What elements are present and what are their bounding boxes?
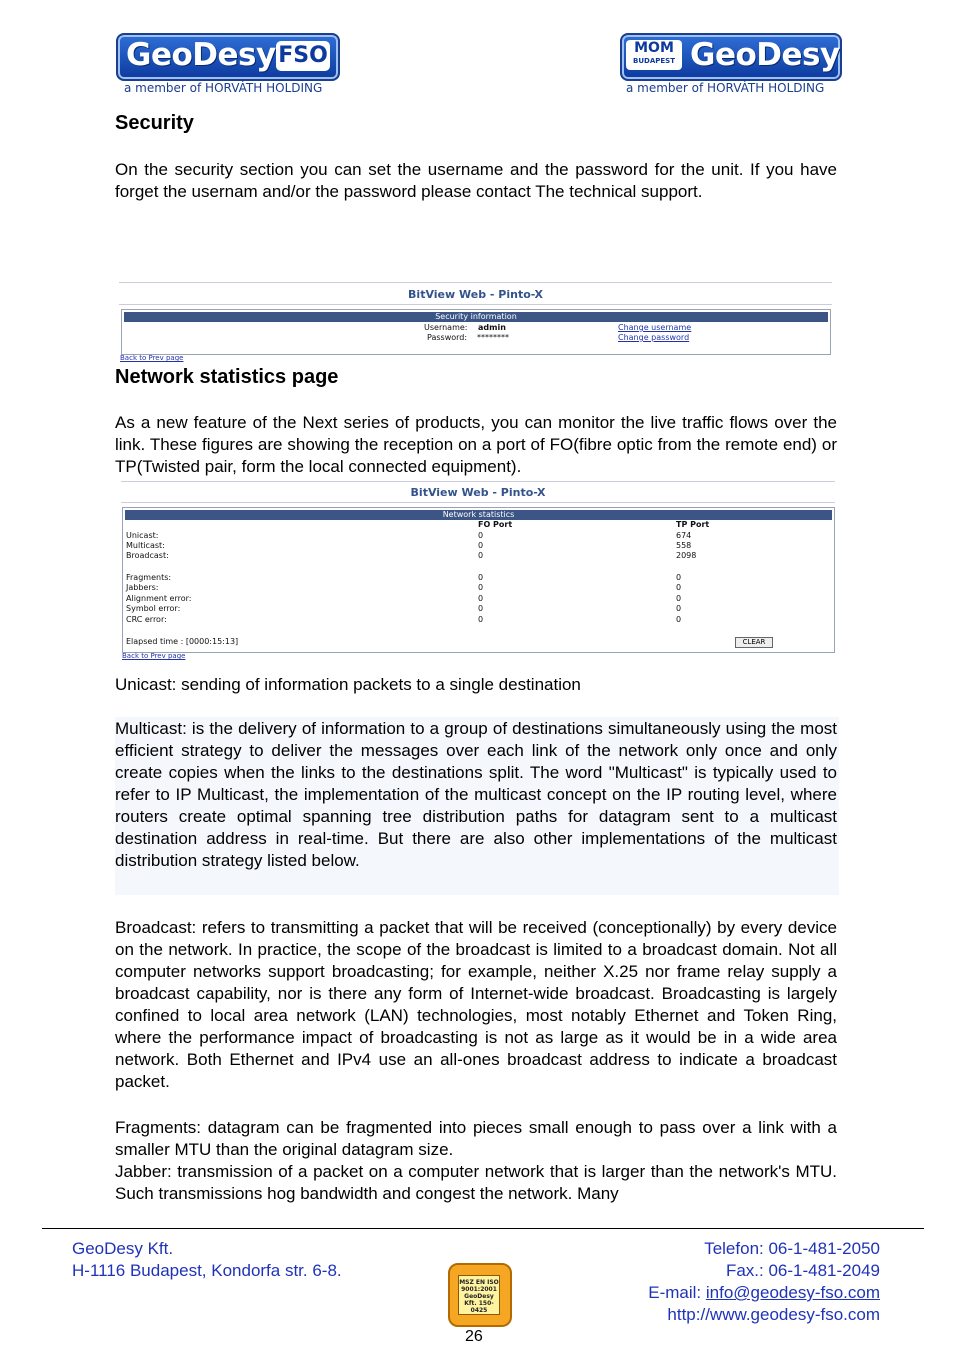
stat-tp-value: 2098 [676, 551, 697, 560]
footer-web[interactable]: http://www.geodesy-fso.com [667, 1305, 880, 1324]
multicast-paragraph: Multicast: is the delivery of information to a group of destinations simultaneously using the most efficient strategy to deliver the messages over each link of the network only once and only create copies when the links to the destinations split. The word "Multicast" is typically used to refer to IP Multicast, the implementation of the multicast concept on the IP routing level, where routers create optimal spanning tree distribution paths for datagram sent to a multicast destination address in real-time. But there are also other implementations of the multicast distribution strategy listed below. [115, 719, 837, 870]
clear-button[interactable]: CLEAR [735, 637, 773, 648]
footer-divider [42, 1228, 924, 1229]
mom-geodesy-logo [620, 33, 844, 97]
network-panel [122, 507, 835, 653]
stat-fo-value: 0 [478, 551, 484, 560]
security-heading: Security [115, 112, 194, 134]
stat-fo-value: 0 [478, 594, 484, 603]
stat-fo-value: 0 [478, 541, 484, 550]
stat-fo-value: 0 [478, 531, 484, 540]
footer-email-label: E-mail: [648, 1283, 706, 1302]
stat-label: Symbol error: [126, 604, 181, 613]
security-text: On the security section you can set the username and the password for the unit. If you have forget the usernam and/or the password please contact The technical support. [115, 160, 837, 201]
username-value: admin [478, 323, 506, 332]
stat-label: Alignment error: [126, 594, 192, 603]
stat-tp-value: 0 [676, 594, 682, 603]
security-shot-title: BitView Web - Pinto-X [408, 288, 543, 301]
network-heading: Network statistics page [115, 366, 339, 388]
stat-tp-value: 558 [676, 541, 692, 550]
footer-address: H-1116 Budapest, Kondorfa str. 6-8. [72, 1261, 342, 1280]
stat-tp-value: 0 [676, 604, 682, 613]
change-password-link[interactable]: Change password [618, 333, 690, 342]
security-back-link[interactable]: Back to Prev page [120, 354, 184, 362]
password-value: ******** [477, 333, 509, 342]
stat-tp-value: 0 [676, 573, 682, 582]
logo-left-brand: GeoDesy [126, 37, 276, 73]
stat-fo-value: 0 [478, 583, 484, 592]
page-number: 26 [465, 1328, 483, 1345]
unicast-paragraph: Unicast: sending of information packets to a single destination [115, 675, 581, 694]
network-shot-title: BitView Web - Pinto-X [410, 486, 546, 499]
network-text: As a new feature of the Next series of products, you can monitor the live traffic flows over the link. These figures are showing the reception on a port of FO(fibre optic from the remote end) or TP(Twisted pair, form the local connected equipment). [115, 413, 837, 476]
stat-label: Unicast: [126, 531, 159, 540]
stat-fo-value: 0 [478, 615, 484, 624]
network-panel-header: Network statistics [125, 510, 832, 520]
username-label: Username: [424, 323, 468, 332]
jabber-paragraph: Jabber: transmission of a packet on a computer network that is larger than the network's MTU. Such transmissions hog bandwidth and congest the network. Many [115, 1162, 837, 1203]
stat-tp-value: 0 [676, 615, 682, 624]
mom-badge: MOM BUDAPEST [626, 40, 682, 70]
fragments-paragraph: Fragments: datagram can be fragmented into pieces small enough to pass over a link with a smaller MTU than the original datagram size. [115, 1118, 837, 1159]
network-screenshot [121, 481, 835, 662]
security-panel [121, 309, 831, 355]
geodesy-fso-logo [116, 33, 342, 97]
stat-tp-value: 0 [676, 583, 682, 592]
logo-left-fso: FSO [276, 41, 330, 71]
logo-left-member: a member of HORVÁTH HOLDING [124, 81, 323, 95]
footer-email-link[interactable]: info@geodesy-fso.com [705, 1283, 880, 1302]
security-screenshot [119, 282, 832, 364]
stat-label: CRC error: [126, 615, 167, 624]
change-username-link[interactable]: Change username [618, 323, 692, 332]
footer-company: GeoDesy Kft. [72, 1239, 174, 1258]
footer-fax: Fax.: 06-1-481-2049 [725, 1261, 880, 1280]
security-panel-header: Security information [124, 312, 828, 322]
logo-right-brand: GeoDesy [690, 37, 840, 73]
stat-fo-value: 0 [478, 573, 484, 582]
logo-right-member: a member of HORVÁTH HOLDING [626, 81, 825, 95]
stat-label: Jabbers: [126, 583, 159, 592]
iso-certificate-seal [448, 1263, 512, 1327]
tp-port-header: TP Port [676, 520, 710, 529]
broadcast-paragraph: Broadcast: refers to transmitting a packet that will be received (conceptionally) by every device on the network. In practice, the scope of the broadcast is limited to a broadcast domain. Not all computer networks support broadcasting; for example, neither X.25 nor frame relay supply a broadcast capability, nor is there any form of Internet-wide broadcast. Broadcasting is largely confined to local area network (LAN) technologies, most notably Ethernet and Token Ring, where the performance impact of broadcasting is not as large as it would be in a wide area network. Both Ethernet and IPv4 use an all-ones broadcast address to indicate a broadcast packet. [115, 918, 837, 1091]
seal-text: MSZ EN ISO 9001:2001 GeoDesy Kft. 150-0425 [458, 1275, 500, 1315]
footer-phone: Telefon: 06-1-481-2050 [704, 1239, 880, 1258]
stat-label: Broadcast: [126, 551, 169, 560]
stat-label: Fragments: [126, 573, 172, 582]
network-back-link[interactable]: Back to Prev page [122, 652, 186, 660]
fo-port-header: FO Port [478, 520, 513, 529]
footer-email [648, 1283, 880, 1303]
stat-label: Multicast: [126, 541, 165, 550]
password-label: Password: [427, 333, 468, 342]
stat-fo-value: 0 [478, 604, 484, 613]
stat-tp-value: 674 [676, 531, 692, 540]
elapsed-time: Elapsed time : [0000:15:13] [126, 637, 239, 646]
